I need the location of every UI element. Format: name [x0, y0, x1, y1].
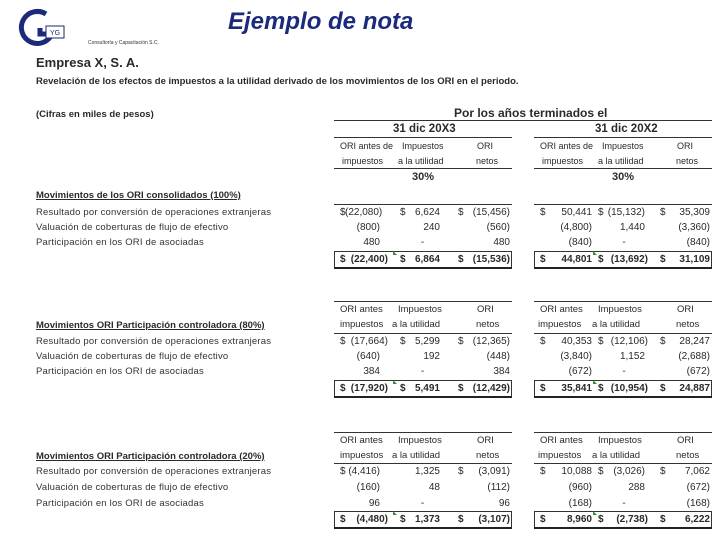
subhead-impuestos: impuestos: [340, 450, 384, 461]
col-head-ori-1: ORI: [477, 141, 494, 151]
currency-sign: $: [540, 466, 546, 477]
currency-sign: $: [660, 514, 666, 525]
cell-s3-r2-c3: (112): [487, 482, 510, 493]
total-s1-c1: (22,400): [350, 254, 388, 265]
subhead-a-la-utilidad: a la utilidad: [592, 450, 641, 461]
period-header: Por los años terminados el: [454, 106, 608, 120]
total-border: [511, 511, 512, 528]
total-double-rule: [534, 527, 712, 529]
total-s1-c2: 6,864: [414, 254, 440, 265]
currency-sign: $: [340, 336, 346, 347]
section3-rule: [334, 463, 512, 464]
cell-s2-r2-c3: (448): [486, 351, 510, 362]
row-label-conversion: Resultado por conversión de operaciones extranjeras: [36, 336, 272, 347]
cell-s2-r3-c1: 384: [363, 366, 380, 377]
currency-sign: $: [340, 383, 346, 394]
cell-s2-r3-c5: -: [622, 366, 626, 377]
currency-sign: $: [340, 254, 346, 265]
currency-sign: $: [660, 254, 666, 265]
currency-sign: $: [400, 514, 406, 525]
currency-sign: $: [540, 514, 546, 525]
cell-s1-r1-c2: 6,624: [414, 207, 440, 218]
total-s2-c5: (10,954): [610, 383, 648, 394]
col-head-impuestos-2: impuestos: [542, 156, 584, 166]
total-s1-c3: (15,536): [472, 254, 510, 265]
total-border: [711, 511, 712, 528]
total-rule-top: [334, 380, 512, 381]
company-logo: [8, 4, 158, 50]
section3-top-rule: [534, 432, 712, 433]
cell-s3-r2-c2: 48: [428, 482, 440, 493]
units-note: (Cifras en miles de pesos): [36, 109, 154, 120]
currency-sign: $: [660, 336, 666, 347]
total-border: [334, 380, 335, 397]
cell-s3-r3-c1: 96: [368, 498, 380, 509]
cell-s1-r1-c4: 50,441: [561, 207, 592, 218]
cell-s3-r2-c1: (160): [356, 482, 380, 493]
section2-top-rule: [334, 301, 512, 302]
col-head-impuestos-util-2: Impuestos: [602, 141, 644, 151]
total-double-rule: [334, 267, 512, 269]
cell-s3-r1-c2: 1,325: [414, 466, 440, 477]
subhead-ori-antes: ORI antes: [340, 435, 383, 446]
logo-mark-text: YG: [49, 30, 61, 37]
col-head-a-la-utilidad-1: a la utilidad: [398, 156, 444, 166]
subhead-impuestos: impuestos: [538, 319, 582, 330]
tax-rate-1: 30%: [412, 171, 435, 183]
currency-sign: $: [540, 336, 546, 347]
currency-sign: $: [540, 207, 546, 218]
cell-s2-r2-c4: (3,840): [560, 351, 592, 362]
col-head-rule-2: [534, 168, 712, 169]
total-border: [534, 251, 535, 268]
cell-s1-r3-c6: (840): [686, 237, 710, 248]
currency-sign: $: [458, 466, 464, 477]
header-rule: [334, 120, 712, 121]
row-label-coberturas: Valuación de coberturas de flujo de efectivo: [36, 482, 229, 493]
subhead-impuestos: impuestos: [538, 450, 582, 461]
col-head-a-la-utilidad-2: a la utilidad: [598, 156, 644, 166]
section2-rule: [334, 333, 512, 334]
cell-s1-r3-c3: 480: [493, 237, 510, 248]
cell-s1-r3-c4: (840): [568, 237, 592, 248]
subhead-a-la-utilidad: a la utilidad: [392, 450, 441, 461]
total-rule-top: [334, 251, 512, 252]
currency-sign: $: [400, 254, 406, 265]
cell-s2-r3-c4: (672): [568, 366, 592, 377]
subhead-a-la-utilidad: a la utilidad: [392, 319, 441, 330]
total-rule-top: [534, 511, 712, 512]
subhead-impuestos: impuestos: [340, 319, 384, 330]
col-head-ori-2: ORI: [677, 141, 694, 151]
subhead-ori-antes: ORI antes: [340, 304, 383, 315]
subhead-netos: netos: [676, 450, 700, 461]
col-head-impuestos-1: impuestos: [342, 156, 384, 166]
total-s3-c1: (4,480): [356, 514, 388, 525]
slide-title: Ejemplo de nota: [228, 8, 414, 35]
total-double-rule: [334, 527, 512, 529]
cell-marker: [593, 251, 597, 255]
total-s3-c5: (2,738): [616, 514, 648, 525]
cell-s1-r1-c6: 35,309: [679, 207, 710, 218]
document-subtitle: Revelación de los efectos de impuestos a la utilidad derivado de los movimientos de los ORI en el periodo.: [36, 76, 519, 87]
subhead-ori-antes: ORI antes: [540, 435, 583, 446]
subhead-impuestos: Impuestos: [398, 304, 442, 315]
section3-rule: [534, 463, 712, 464]
currency-sign: $: [598, 514, 604, 525]
total-border: [534, 511, 535, 528]
col-head-ori-antes-1: ORI antes de: [340, 141, 394, 151]
currency-sign: $: [400, 207, 406, 218]
currency-sign: $: [598, 254, 604, 265]
total-border: [511, 380, 512, 397]
logo-text: Consultoría y Capacitación S.C.: [88, 40, 159, 46]
cell-s1-r2-c6: (3,360): [678, 222, 710, 233]
cell-s3-r1-c6: 7,062: [684, 466, 710, 477]
currency-sign: $: [540, 383, 546, 394]
currency-sign: $: [660, 466, 666, 477]
cell-s1-r2-c2: 240: [423, 222, 440, 233]
section-title-controladora-80: Movimientos ORI Participación controladora (80%): [36, 320, 265, 331]
subhead-impuestos: Impuestos: [398, 435, 442, 446]
cell-marker: [593, 380, 597, 384]
cell-s1-r1-c5: (15,132): [607, 207, 645, 218]
cell-s3-r2-c5: 288: [628, 482, 645, 493]
total-s1-c5: (13,692): [610, 254, 648, 265]
currency-sign: $: [458, 336, 464, 347]
cell-s2-r1-c2: 5,299: [414, 336, 440, 347]
cell-s1-r2-c1: (800): [356, 222, 380, 233]
cell-s2-r2-c1: (640): [356, 351, 380, 362]
cell-marker: [393, 251, 397, 255]
tax-rate-2: 30%: [612, 171, 635, 183]
currency-sign: $: [340, 466, 346, 477]
total-s2-c1: (17,920): [350, 383, 388, 394]
currency-sign: $: [540, 254, 546, 265]
total-rule-top: [334, 511, 512, 512]
section3-top-rule: [334, 432, 512, 433]
currency-sign: $: [660, 383, 666, 394]
cell-s2-r1-c5: (12,106): [610, 336, 648, 347]
year-label-1: 31 dic 20X3: [393, 123, 456, 135]
cell-s3-r1-c5: (3,026): [613, 466, 645, 477]
currency-sign: $: [458, 254, 464, 265]
cell-s2-r1-c6: 28,247: [679, 336, 710, 347]
currency-sign: $: [400, 336, 406, 347]
currency-sign: $: [598, 336, 604, 347]
cell-s1-r1-c3: (15,456): [472, 207, 510, 218]
cell-s2-r3-c3: 384: [493, 366, 510, 377]
total-s2-c2: 5,491: [414, 383, 440, 394]
cell-s2-r3-c2: -: [420, 366, 425, 377]
total-s2-c3: (12,429): [472, 383, 510, 394]
cell-s3-r2-c4: (960): [568, 482, 592, 493]
cell-s1-r2-c4: (4,800): [560, 222, 592, 233]
subhead-impuestos: Impuestos: [598, 435, 642, 446]
cell-s1-r2-c3: (560): [486, 222, 510, 233]
cell-s2-r3-c6: (672): [686, 366, 710, 377]
col-head-netos-2: netos: [676, 156, 699, 166]
section2-top-rule: [534, 301, 712, 302]
subhead-netos: netos: [476, 319, 500, 330]
total-border: [334, 511, 335, 528]
cell-s3-r3-c3: 96: [498, 498, 510, 509]
year-rule-1: [334, 137, 512, 138]
subhead-ori-antes: ORI antes: [540, 304, 583, 315]
total-double-rule: [534, 267, 712, 269]
currency-sign: $: [598, 466, 604, 477]
total-s2-c4: 35,841: [561, 383, 592, 394]
subhead-ori: ORI: [477, 304, 494, 315]
section1-rule-2: [534, 204, 712, 205]
year-label-2: 31 dic 20X2: [595, 123, 658, 135]
cell-marker: [393, 380, 397, 384]
currency-sign: $: [458, 207, 464, 218]
cell-s2-r2-c6: (2,688): [678, 351, 710, 362]
subhead-ori: ORI: [477, 435, 494, 446]
currency-sign: $: [458, 514, 464, 525]
total-s3-c2: 1,373: [414, 514, 440, 525]
section-title-consolidados: Movimientos de los ORI consolidados (100%): [36, 190, 241, 201]
cell-s3-r3-c2: -: [420, 498, 425, 509]
cell-marker: [393, 511, 397, 515]
subhead-ori: ORI: [677, 435, 694, 446]
total-s3-c4: 8,960: [566, 514, 592, 525]
section2-rule: [534, 333, 712, 334]
col-head-rule-1: [334, 168, 512, 169]
col-head-impuestos-util-1: Impuestos: [402, 141, 444, 151]
total-border: [711, 380, 712, 397]
year-rule-2: [534, 137, 712, 138]
currency-sign: $: [598, 383, 604, 394]
currency-sign: $: [340, 514, 346, 525]
subhead-a-la-utilidad: a la utilidad: [592, 319, 641, 330]
subhead-netos: netos: [476, 450, 500, 461]
total-border: [711, 251, 712, 268]
currency-sign: $: [340, 207, 346, 218]
row-label-conversion: Resultado por conversión de operaciones extranjeras: [36, 207, 272, 218]
cell-s2-r2-c5: 1,152: [619, 351, 645, 362]
total-double-rule: [334, 396, 512, 398]
currency-sign: $: [598, 207, 604, 218]
cell-s3-r3-c6: (168): [686, 498, 710, 509]
total-s3-c3: (3,107): [478, 514, 510, 525]
total-border: [334, 251, 335, 268]
cell-s2-r1-c1: (17,664): [350, 336, 388, 347]
total-rule-top: [534, 380, 712, 381]
cell-s1-r3-c2: -: [420, 237, 425, 248]
row-label-coberturas: Valuación de coberturas de flujo de efectivo: [36, 351, 229, 362]
cell-marker: [593, 511, 597, 515]
row-label-conversion: Resultado por conversión de operaciones extranjeras: [36, 466, 272, 477]
cell-s2-r1-c3: (12,365): [472, 336, 510, 347]
company-name: Empresa X, S. A.: [36, 55, 139, 70]
cell-s2-r2-c2: 192: [423, 351, 440, 362]
total-border: [511, 251, 512, 268]
cell-s3-r1-c4: 10,088: [561, 466, 592, 477]
currency-sign: $: [660, 207, 666, 218]
total-double-rule: [534, 396, 712, 398]
currency-sign: $: [458, 383, 464, 394]
subhead-ori: ORI: [677, 304, 694, 315]
subhead-impuestos: Impuestos: [598, 304, 642, 315]
col-head-ori-antes-2: ORI antes de: [540, 141, 594, 151]
subhead-netos: netos: [676, 319, 700, 330]
cell-s1-r3-c1: 480: [363, 237, 380, 248]
total-s2-c6: 24,887: [679, 383, 710, 394]
cell-s2-r1-c4: 40,353: [561, 336, 592, 347]
row-label-asociadas: Participación en los ORI de asociadas: [36, 237, 204, 248]
cell-s3-r3-c5: -: [622, 498, 626, 509]
total-s1-c6: 31,109: [679, 254, 710, 265]
section-title-controladora-20: Movimientos ORI Participación controladora (20%): [36, 451, 265, 462]
col-head-netos-1: netos: [476, 156, 499, 166]
row-label-coberturas: Valuación de coberturas de flujo de efectivo: [36, 222, 229, 233]
cell-s3-r3-c4: (168): [568, 498, 592, 509]
section1-rule-1: [334, 204, 512, 205]
currency-sign: $: [400, 383, 406, 394]
cell-s3-r2-c6: (672): [686, 482, 710, 493]
cell-s3-r1-c1: (4,416): [348, 466, 380, 477]
cell-s1-r2-c5: 1,440: [619, 222, 645, 233]
cell-s1-r1-c1: (22,080): [345, 207, 383, 218]
cell-s1-r3-c5: -: [622, 237, 626, 248]
total-rule-top: [534, 251, 712, 252]
row-label-asociadas: Participación en los ORI de asociadas: [36, 366, 204, 377]
row-label-asociadas: Participación en los ORI de asociadas: [36, 498, 204, 509]
total-s3-c6: 6,222: [684, 514, 710, 525]
cell-s3-r1-c3: (3,091): [478, 466, 510, 477]
total-s1-c4: 44,801: [561, 254, 592, 265]
total-border: [534, 380, 535, 397]
